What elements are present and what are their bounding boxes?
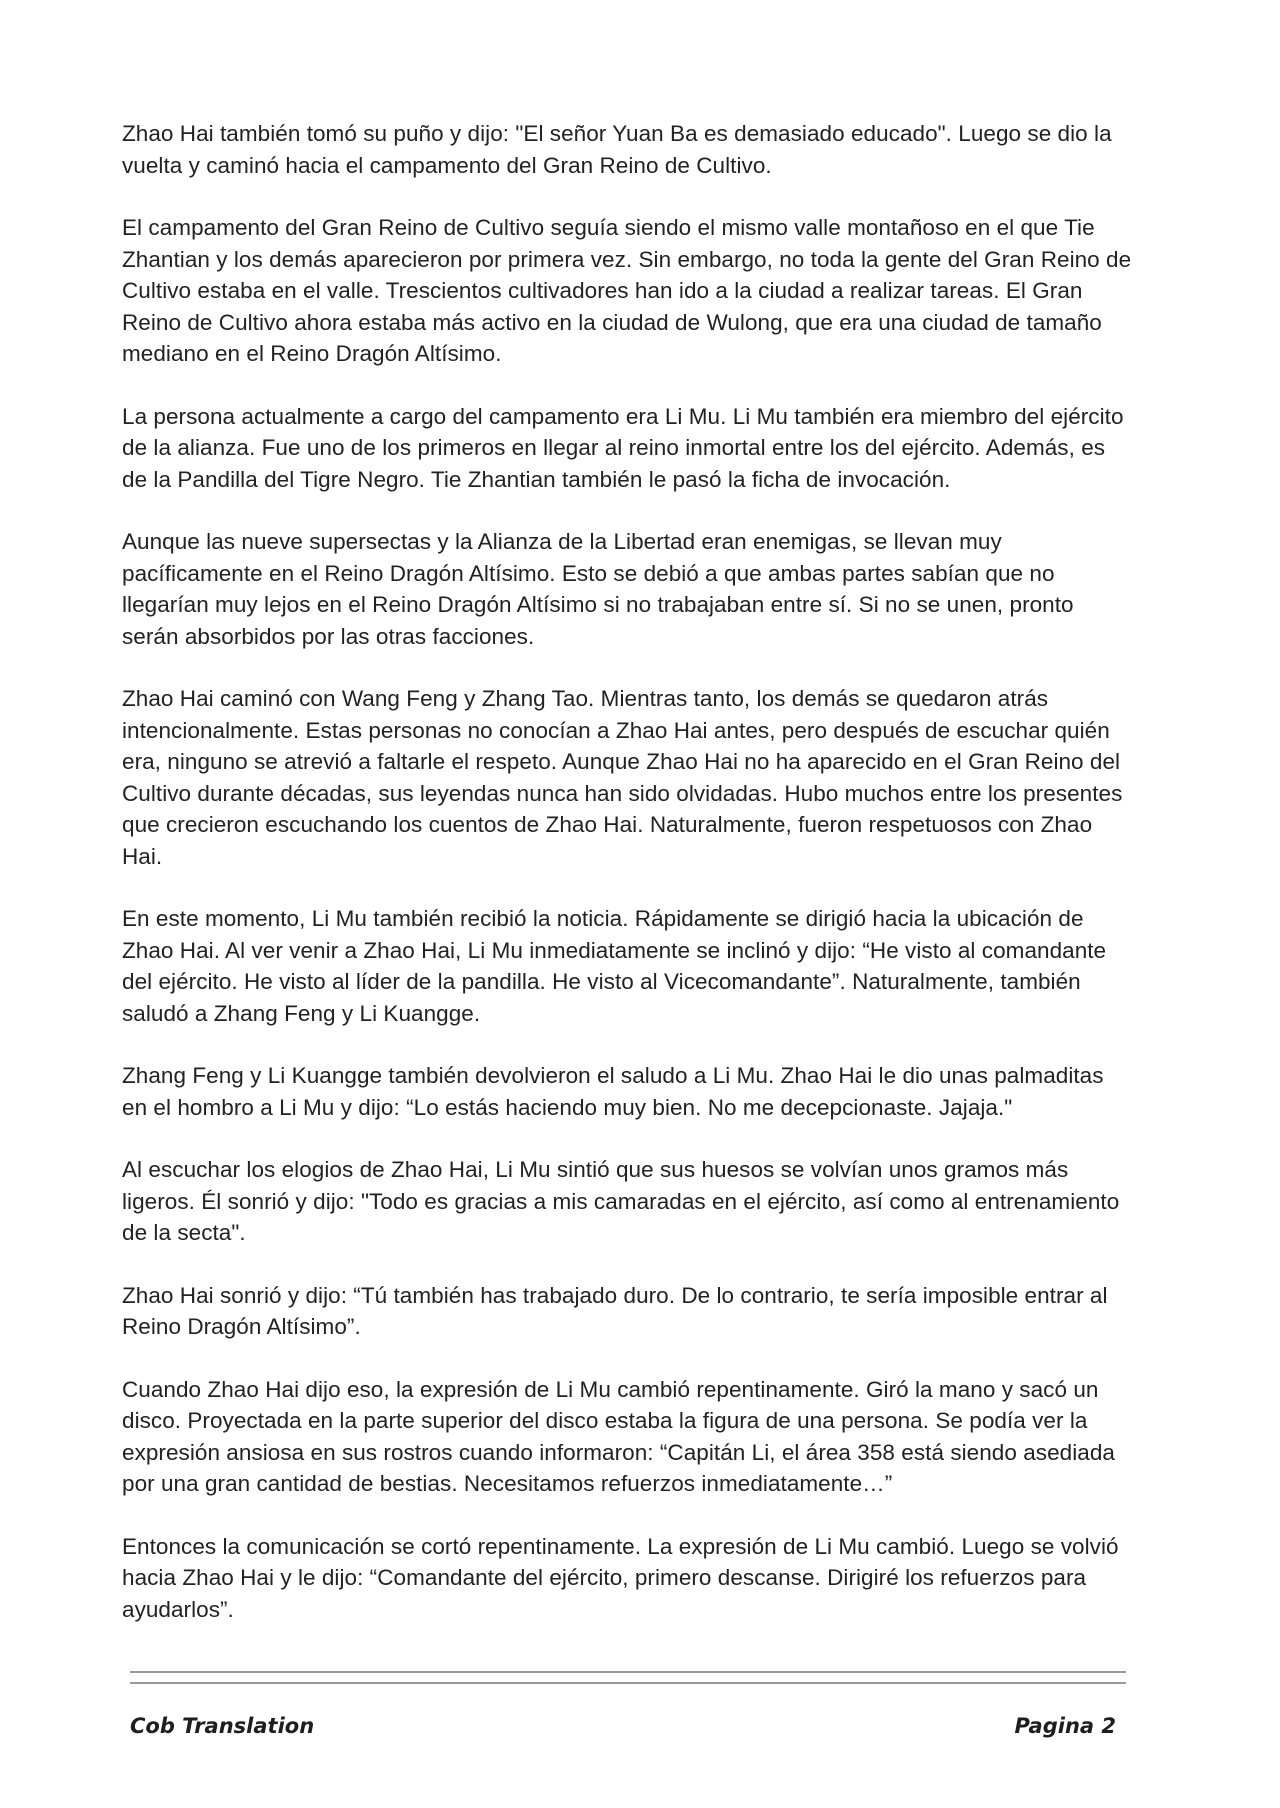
- paragraph: Zhang Feng y Li Kuangge también devolvieron el saludo a Li Mu. Zhao Hai le dio unas palmaditas en el hombro a Li Mu y dijo: “Lo estás haciendo muy bien. No me decepcionaste. Jajaja.": [122, 1063, 1104, 1120]
- footer-divider-bottom: [130, 1682, 1126, 1684]
- paragraph: En este momento, Li Mu también recibió la noticia. Rápidamente se dirigió hacia la ubicación de Zhao Hai. Al ver venir a Zhao Hai, Li Mu inmediatamente se inclinó y dijo: “He visto al comandante del ejército. He visto al líder de la pandilla. He visto al Vicecomandante”. Naturalmente, también saludó a Zhang Feng y Li Kuangge.: [122, 906, 1107, 1026]
- paragraph: Cuando Zhao Hai dijo eso, la expresión de Li Mu cambió repentinamente. Giró la mano y sacó un disco. Proyectada en la parte superior del disco estaba la figura de una persona. Se podía ver la expresión ansiosa en sus rostros cuando informaron: “Capitán Li, el área 358 está siendo asediada por una gran cantidad de bestias. Necesitamos refuerzos inmediatamente…”: [122, 1376, 1115, 1496]
- footer-divider-top: [130, 1671, 1126, 1673]
- paragraph: La persona actualmente a cargo del campamento era Li Mu. Li Mu también era miembro del ejército de la alianza. Fue uno de los primeros en llegar al reino inmortal entre los del ejército. Además, es de la Pandilla del Tigre Negro. Tie Zhantian también le pasó la ficha de invocación.: [122, 403, 1124, 492]
- paragraph: Aunque las nueve supersectas y la Alianza de la Libertad eran enemigas, se llevan muy pacíficamente en el Reino Dragón Altísimo. Esto se debió a que ambas partes sabían que no llegarían muy lejos en el Reino Dragón Altísimo si no trabajaban entre sí. Si no se unen, pronto serán absorbidos por las otras facciones.: [122, 529, 1074, 649]
- paragraph: Entonces la comunicación se cortó repentinamente. La expresión de Li Mu cambió. Luego se volvió hacia Zhao Hai y le dijo: “Comandante del ejército, primero descanse. Dirigiré los refuerzos para ayudarlos”.: [122, 1533, 1119, 1622]
- footer-page-number: Pagina 2: [1014, 1714, 1116, 1738]
- paragraph: Al escuchar los elogios de Zhao Hai, Li Mu sintió que sus huesos se volvían unos gramos más ligeros. Él sonrió y dijo: "Todo es gracias a mis camaradas en el ejército, así como al entrenamiento de la secta".: [122, 1157, 1120, 1245]
- footer-translator-name: Cob Translation: [130, 1714, 315, 1738]
- paragraph: Zhao Hai también tomó su puño y dijo: "El señor Yuan Ba es demasiado educado". Luego se dio la vuelta y caminó hacia el campamento del Gran Reino de Cultivo.: [122, 121, 1112, 178]
- paragraph: Zhao Hai caminó con Wang Feng y Zhang Tao. Mientras tanto, los demás se quedaron atrás intencionalmente. Estas personas no conocían a Zhao Hai antes, pero después de escuchar quién era, ninguno se atrevió a faltarle el respeto. Aunque Zhao Hai no ha aparecido en el Gran Reino del Cultivo durante décadas, sus leyendas nunca han sido olvidadas. Hubo muchos entre los presentes que crecieron escuchando los cuentos de Zhao Hai. Naturalmente, fueron respetuosos con Zhao Hai.: [122, 686, 1123, 869]
- paragraph: Zhao Hai sonrió y dijo: “Tú también has trabajado duro. De lo contrario, te sería imposible entrar al Reino Dragón Altísimo”.: [122, 1282, 1108, 1339]
- body-text: [122, 118, 1134, 1656]
- paragraph: El campamento del Gran Reino de Cultivo seguía siendo el mismo valle montañoso en el que Tie Zhantian y los demás aparecieron por primera vez. Sin embargo, no toda la gente del Gran Reino de Cultivo estaba en el valle. Trescientos cultivadores han ido a la ciudad a realizar tareas. El Gran Reino de Cultivo ahora estaba más activo en la ciudad de Wulong, que era una ciudad de tamaño mediano en el Reino Dragón Altísimo.: [122, 215, 1132, 366]
